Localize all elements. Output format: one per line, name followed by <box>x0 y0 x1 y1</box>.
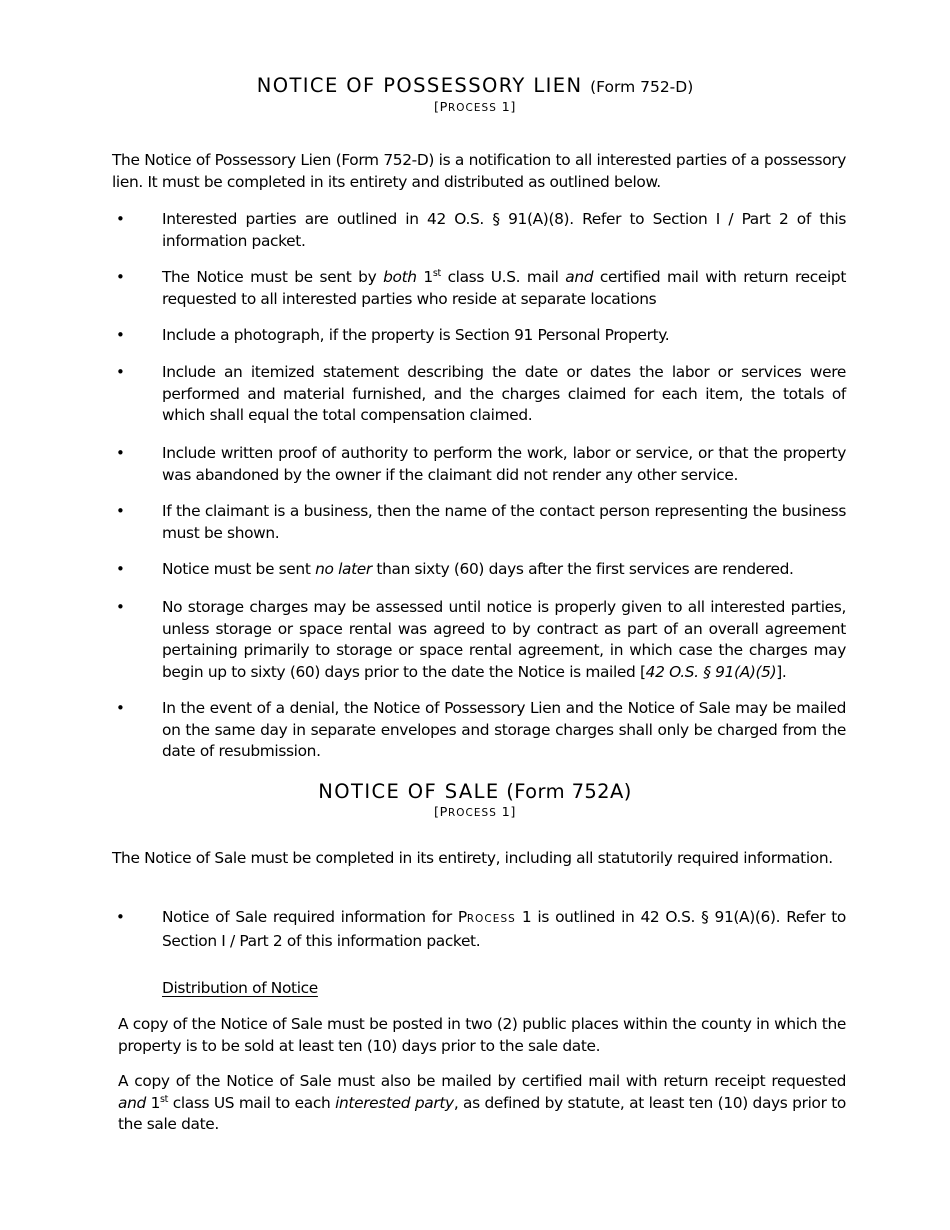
lien-bullet-8: No storage charges may be assessed until notice is properly given to all interested parties, unless storage or space rental was agreed to by contract as part of an overall agreement pertaining primarily to storage or space rental agreement, in which case the charges may begin up to sixty (60) days prior to the date the Notice is mailed [42 O.S. § 91(A)(5)]. <box>162 598 846 681</box>
lien-bullet-7: Notice must be sent no later than sixty (60) days after the first services are rendered. <box>162 560 794 578</box>
bullet-marker: • <box>116 210 125 228</box>
lien-bullet-2: The Notice must be sent by both 1st class U.S. mail and certified mail with return receipt requested to all interested parties who reside at separate locations <box>162 268 847 308</box>
bullet-marker: • <box>116 502 125 520</box>
sale-title-main: NOTICE OF SALE <box>318 780 500 803</box>
sale-title <box>0 780 950 822</box>
lien-bullet-3: Include a photograph, if the property is Section 91 Personal Property. <box>162 326 670 344</box>
lien-bullet-6: If the claimant is a business, then the name of the contact person representing the business must be shown. <box>162 502 846 542</box>
distribution-heading: Distribution of Notice <box>162 979 318 997</box>
lien-bullet-9: In the event of a denial, the Notice of Possessory Lien and the Notice of Sale may be mailed on the same day in separate envelopes and storage charges shall only be charged from the date of resubmission. <box>162 699 846 760</box>
bullet-marker: • <box>116 598 125 616</box>
lien-intro: The Notice of Possessory Lien (Form 752-D) is a notification to all interested parties of a possessory lien. It must be completed in its entirety and distributed as outlined below. <box>112 151 846 191</box>
lien-title <box>0 74 950 117</box>
distribution-paragraph-1: A copy of the Notice of Sale must be posted in two (2) public places within the county in which the property is to be sold at least ten (10) days prior to the sale date. <box>118 1015 846 1055</box>
bullet-marker: • <box>116 560 125 578</box>
bullet-marker: • <box>116 363 125 381</box>
lien-process-label: [PROCESS 1] <box>434 100 516 115</box>
distribution-paragraph-2: A copy of the Notice of Sale must also be mailed by certified mail with return receipt requested and 1st class US mail to each interested party, as defined by statute, at least ten (10) days prior to the sale date. <box>118 1072 846 1133</box>
bullet-marker: • <box>116 699 125 717</box>
bullet-marker: • <box>116 444 125 462</box>
sale-title-form: (Form 752A) <box>499 780 632 803</box>
lien-title-main: NOTICE OF POSSESSORY LIEN <box>256 74 583 97</box>
bullet-marker: • <box>116 268 125 286</box>
lien-bullet-5: Include written proof of authority to perform the work, labor or service, or that the property was abandoned by the owner if the claimant did not render any other service. <box>162 444 846 484</box>
bullet-marker: • <box>116 326 125 344</box>
lien-bullet-1: Interested parties are outlined in 42 O.S. § 91(A)(8). Refer to Section I / Part 2 of this information packet. <box>162 210 846 250</box>
lien-bullet-4: Include an itemized statement describing the date or dates the labor or services were performed and material furnished, and the charges claimed for each item, the totals of which shall equal the total compensation claimed. <box>162 363 846 424</box>
sale-intro: The Notice of Sale must be completed in its entirety, including all statutorily required information. <box>112 849 833 867</box>
lien-title-form: (Form 752-D) <box>590 78 694 96</box>
bullet-marker: • <box>116 908 125 926</box>
sale-process-label: [PROCESS 1] <box>434 805 516 820</box>
sale-bullet-1: Notice of Sale required information for PROCESS 1 is outlined in 42 O.S. § 91(A)(6). Refer to Section I / Part 2 of this information packet. <box>162 908 846 950</box>
